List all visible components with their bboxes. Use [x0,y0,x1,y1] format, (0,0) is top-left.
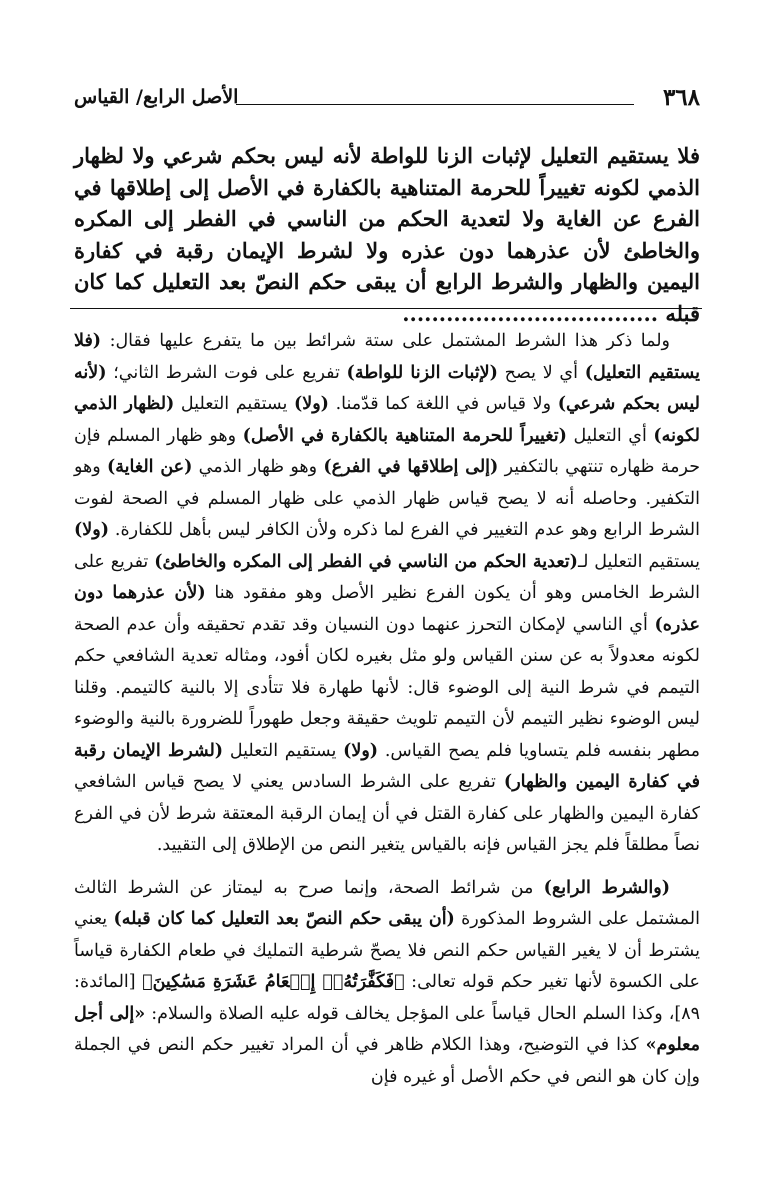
page-number: ٣٦٨ [662,84,700,111]
quoted-matn-span: (فلا يستقيم التعليل) [74,331,700,383]
running-title: الأصل الرابع/ القياس [74,86,239,108]
commentary-span: تفريع على فوت الشرط الثاني؛ [106,362,347,383]
commentary-span: أي الناسي لإمكان التحرز عنهما دون النسيان وقد تقدم تحقيقه وأن عدم الصحة لكونه معدولاً به عن سنن القياس ولو مثل بغيره لكان أفود، ومثاله تعدية الشافعي حكم التيمم في شرط النية إلى الوضوء قال: لأنها طهارة فلا تتأدى إلا بالنية كالتيمم. وقلنا ليس الوضوء نظير التيمم لأن التيمم تلويث حقيقة وجعل طهوراً للضرورة بالنية والوضوء مطهر بنفسه فلم يتساويا فلم يصح القياس. [74,614,700,761]
matn-body: فلا يستقيم التعليل لإثبات الزنا للواطة لأنه ليس بحكم شرعي ولا لظهار الذمي لكونه تغييراً للحرمة المتناهية بالكفارة في الأصل إلى إطلاقها في الفرع عن الغاية ولا لتعدية الحكم من الناسي في الفطر إلى المكره والخاطئ لأن عذرهما دون عذره ولا لشرط الإيمان رقبة في كفارة اليمين والظهار والشرط الرابع أن يبقى حكم النصّ بعد التعليل كما كان قبله [74,143,700,326]
quoted-matn-span: «إلى أجل معلوم» [74,1003,700,1055]
commentary-span: أي التعليل [566,425,654,446]
commentary-span: وهو ظهار الذمي [192,457,324,477]
commentary-span: [المائدة: ٨٩]، وكذا السلم الحال قياساً على المؤجل يخالف قوله عليه الصلاة والسلام: [74,972,701,1024]
commentary-span: تفريع على الشرط الخامس وهو أن يكون الفرع نظير الأصل وهو مفقود هنا [74,551,700,603]
commentary-span: وهو التكفير. وحاصله أنه لا يصح قياس ظهار الذمي على ظهار المسلم في الصحة لفوت الشرط الرابع وهو عدم التغيير في الفرع لما ذكره ولأن الكافر ليس بأهل للكفارة. [74,457,700,540]
quoted-matn-span: (لأن عذرهما دون عذره) [74,583,700,635]
commentary-span: يستقيم التعليل لـ [577,551,700,572]
separator-rule [70,308,702,309]
quoted-matn-span: (ولا) [293,394,329,414]
quoted-matn-span: (ولا) [74,520,109,540]
quoted-matn-span: (والشرط الرابع) [543,877,670,898]
page-header [74,84,700,118]
quoted-matn-span: (تغييراً للحرمة المتناهية بالكفارة في الأصل) [242,425,567,446]
commentary-span: يستقيم التعليل [174,394,294,414]
commentary-span: يعني يشترط أن لا يغير القياس حكم النص فلا يصحّ شرطية التمليك في طعام الكفارة قياساً على الكسوة لأنها تغير حكم قوله تعالى: [74,909,700,992]
quoted-matn-span: (أن يبقى حكم النصّ بعد التعليل كما كان قبله) [113,909,455,929]
quoted-matn-span: (لظهار الذمي لكونه) [74,394,700,446]
commentary-span: كذا في التوضيح، وهذا الكلام ظاهر في أن المراد تغيير حكم النص في الجملة وإن كان هو النص في حكم الأصل أو غيره فإن [74,1035,700,1087]
sharh-paragraph-1 [74,326,700,862]
header-rule [236,104,634,105]
commentary-span: من شرائط الصحة، وإنما صرح به ليمتاز عن الشرط الثالث المشتمل على الشروط المذكورة [74,877,700,929]
quoted-matn-span: (لشرط الإيمان رقبة في كفارة اليمين والظهار) [74,740,700,792]
quoted-matn-span: ﴿فَكَفَّٰرَتُهُۥٓ إِطۡعَامُ عَشَرَةِ مَسَٰكِينَ﴾ [142,972,405,992]
commentary-span: تفريع على الشرط السادس يعني لا يصح قياس الشافعي كفارة اليمين والظهار على كفارة القتل في أن إيمان الرقبة المعتقة شرط لأن في الفرع نصاً مطلقاً فلم يجز القياس فإنه بالقياس يتغير النص من الإطلاق إلى التقييد. [74,772,700,855]
commentary-span: ولا قياس في اللغة كما قدّمنا. [328,394,558,414]
commentary-span: أي لا يصح [497,362,585,383]
quoted-matn-span: (تعدية الحكم من الناسي في الفطر إلى المكره والخاطئ) [154,551,578,572]
matn-text [74,140,700,329]
quoted-matn-span: (لإثبات الزنا للواطة) [346,362,498,383]
commentary-span: وهو ظهار المسلم فإن حرمة ظهاره تنتهي بالتكفير [74,425,701,477]
quoted-matn-span: (ولا) [343,740,379,761]
matn-dots: ................................... [402,300,659,326]
sharh-paragraph-2 [74,873,700,1094]
commentary-span: يستقيم التعليل [223,740,344,761]
quoted-matn-span: (إلى إطلاقها في الفرع) [323,457,499,477]
quoted-matn-span: (لأنه ليس بحكم شرعي) [74,362,701,414]
commentary-span: ولما ذكر هذا الشرط المشتمل على ستة شرائط بين ما يتفرع عليها فقال: [101,331,670,351]
sharh-text [74,326,700,1093]
quoted-matn-span: (عن الغاية) [107,457,193,477]
